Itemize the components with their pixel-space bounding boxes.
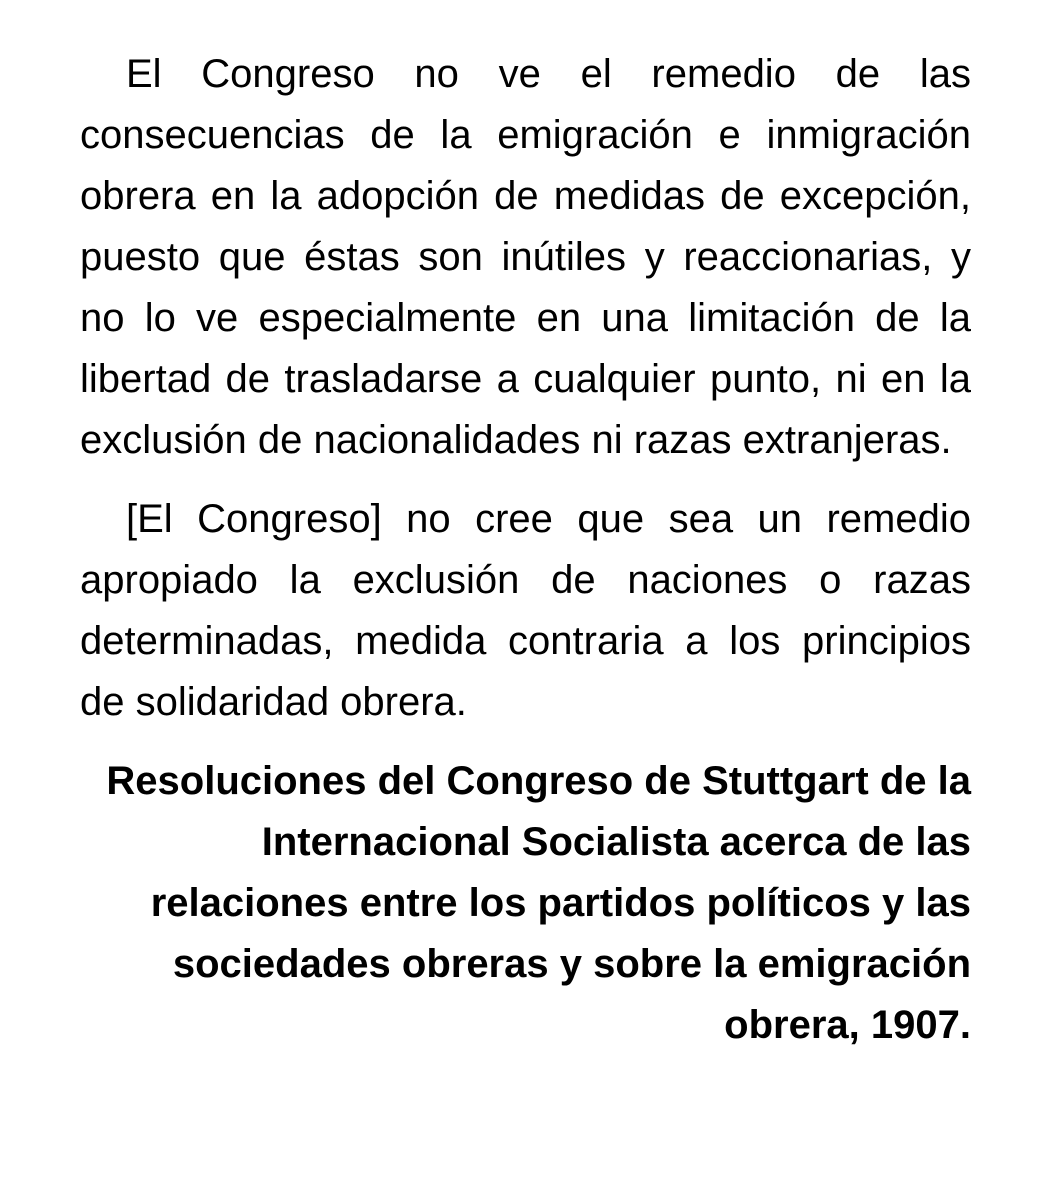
source-citation: Resoluciones del Congreso de Stuttgart de la Internacional Socialista acerca de las relaciones entre los partidos políticos y las sociedades obreras y sobre la emigración obrera, 1907. xyxy=(106,759,971,1047)
paragraph-1: El Congreso no ve el remedio de las consecuencias de la emigración e inmigración obrera en la adopción de medidas de excepción, puesto que éstas son inútiles y reaccionarias, y no lo ve especialmente en una limitación de la libertad de trasladarse a cualquier punto, ni en la exclusión de nacionalidades ni razas extranjeras. xyxy=(80,52,971,462)
document-page xyxy=(80,44,971,1056)
paragraph-2: [El Congreso] no cree que sea un remedio apropiado la exclusión de naciones o razas determinadas, medida contraria a los principios de solidaridad obrera. xyxy=(80,497,971,724)
